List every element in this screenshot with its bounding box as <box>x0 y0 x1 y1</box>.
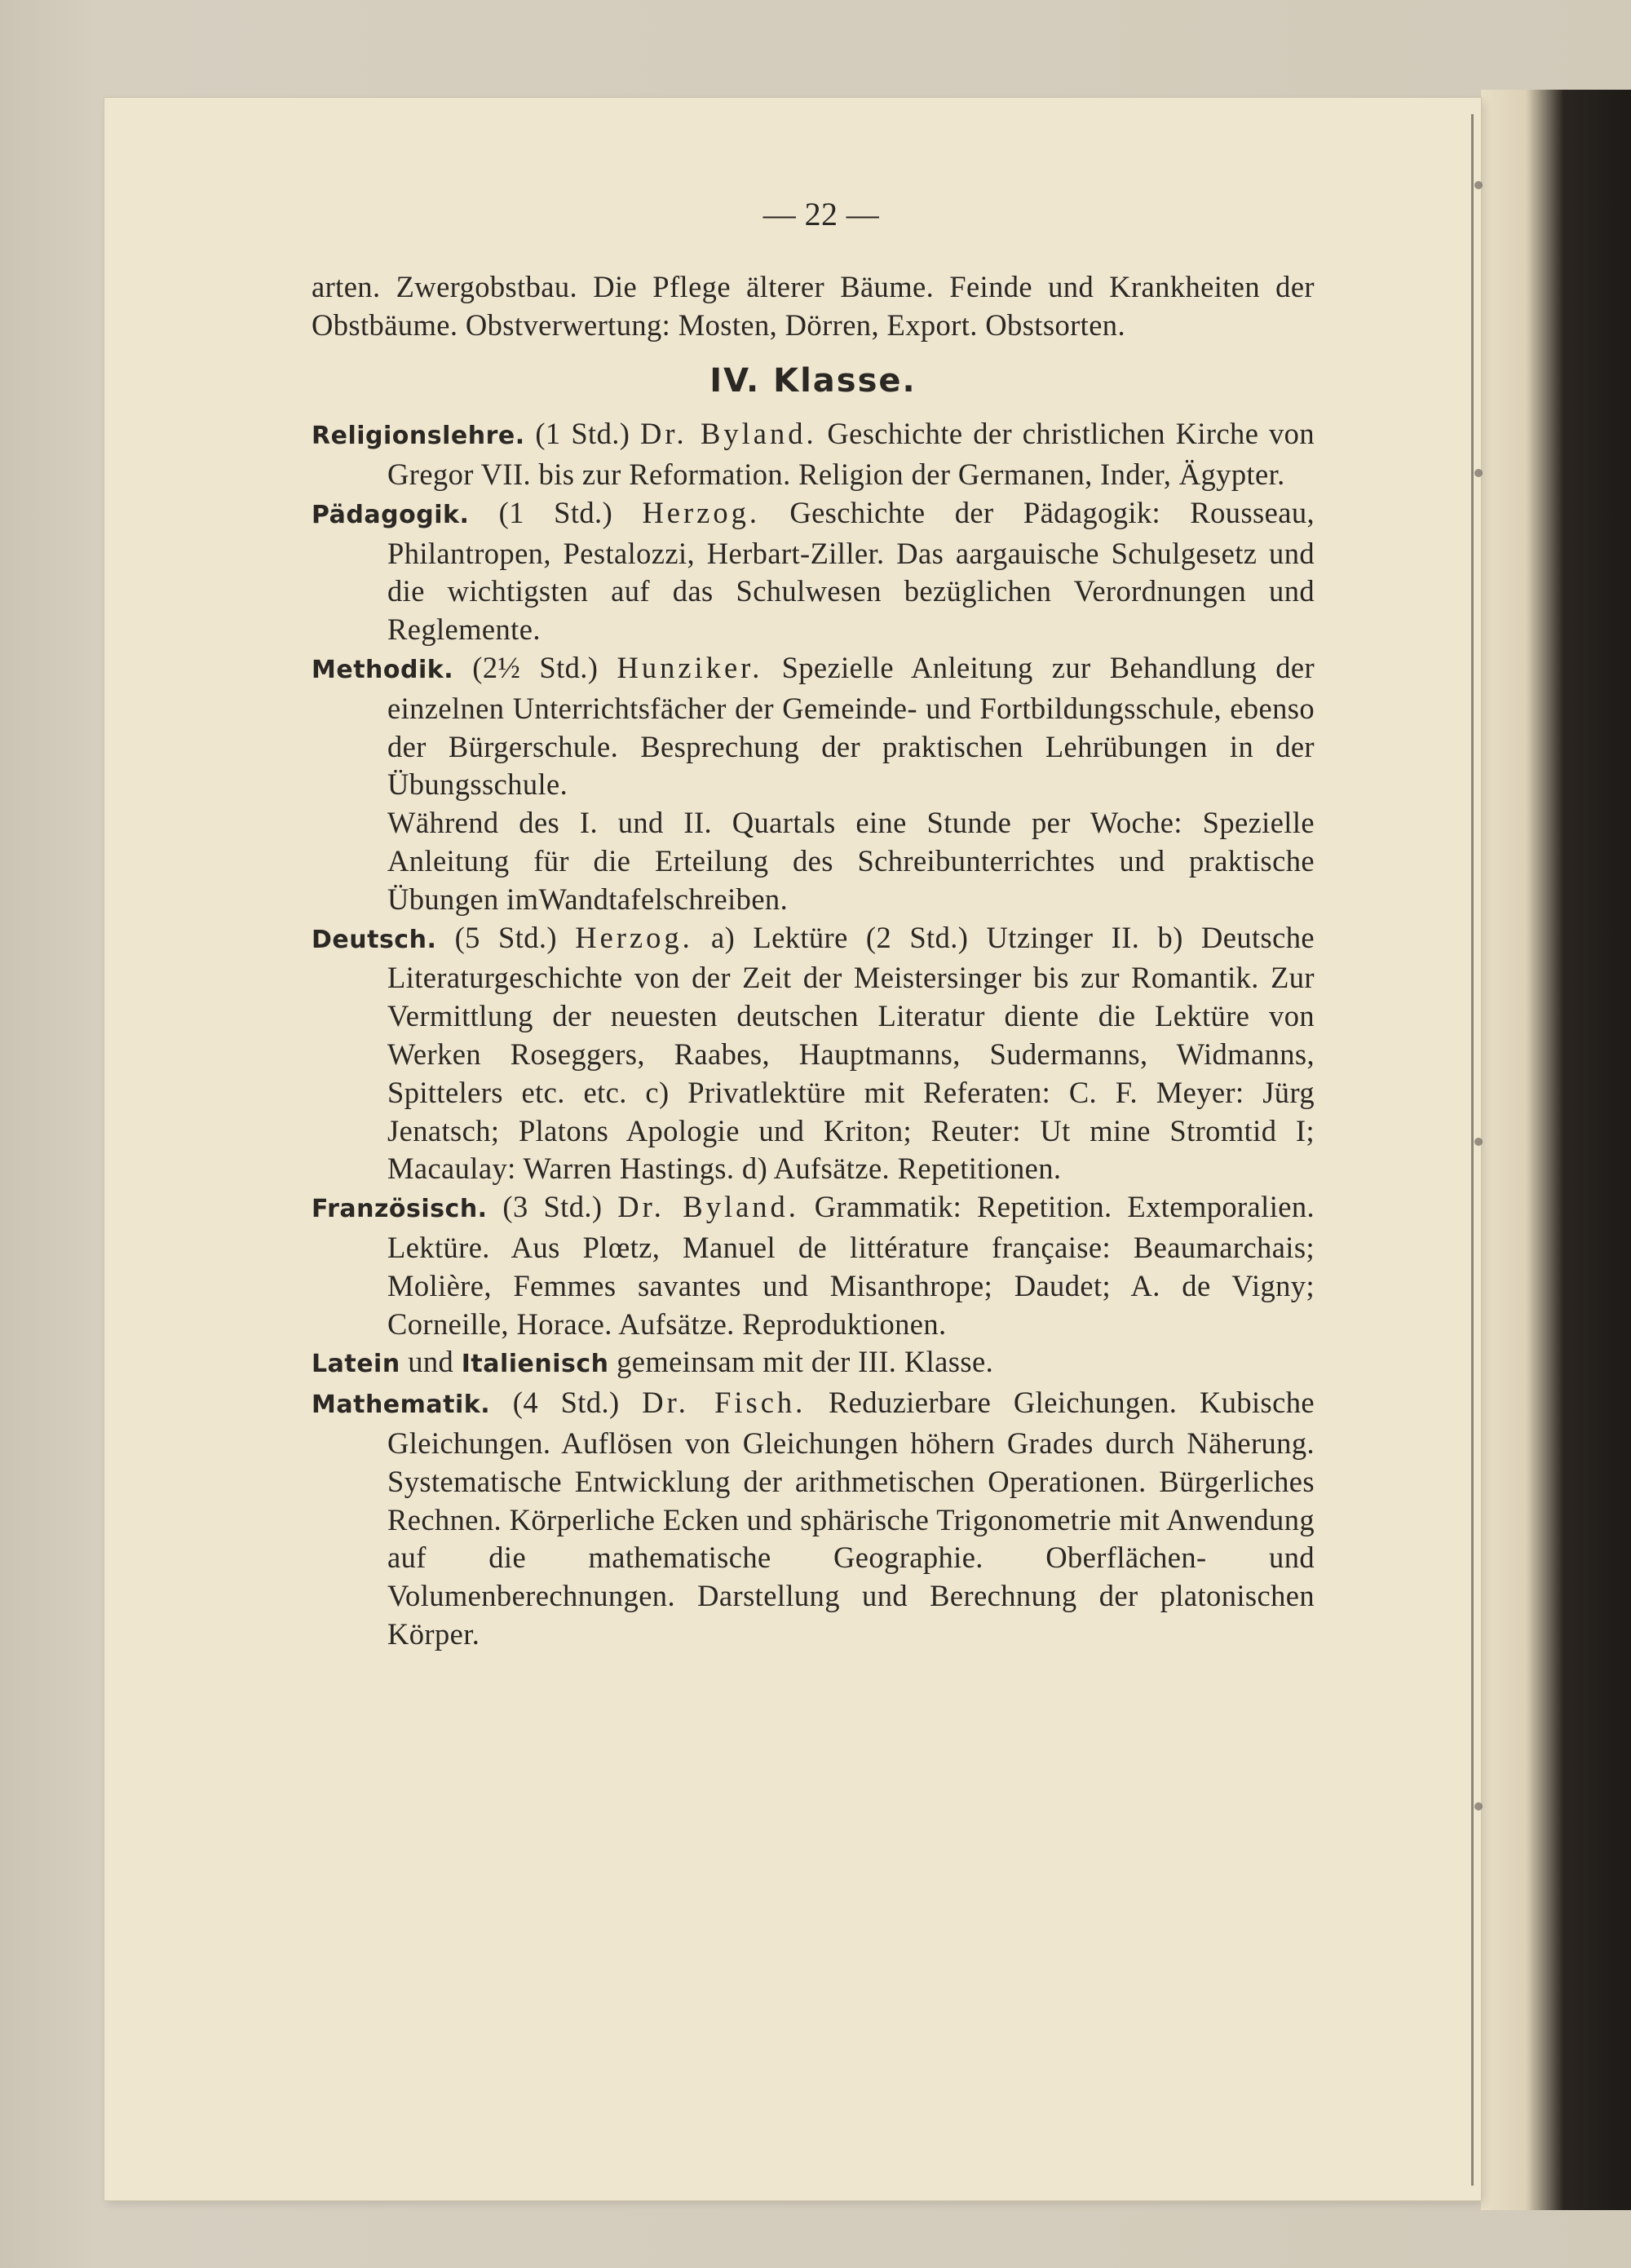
intro-paragraph: arten. Zwergobstbau. Die Pflege älterer Bäume. Feinde und Krankheiten der Obstbäume. Obstverwertung: Mosten, Dörren, Export. Obstsorten. <box>312 269 1315 342</box>
entry-paedagogik <box>312 494 1315 649</box>
binding-mark <box>1474 181 1483 189</box>
subject-label: Pädagogik. <box>312 500 470 529</box>
entry-text: a) Lektüre (2 Std.) Utzinger II. b) Deutsche Literaturgeschichte von der Zeit der Meistersinger bis zur Romantik. Zur Vermittlung der neuesten deutschen Literatur diente die Lektüre von Werken Roseggers, Raabes, Hauptmanns, Sudermanns, Widmanns, Spittelers etc. etc. c) Privatlektüre mit Referaten: C. F. Meyer: Jürg Jenatsch; Platons Apologie und Kriton; Reuter: Ut mine Stromtid I; Macaulay: Warren Hastings. d) Aufsätze. Repetitionen. <box>387 920 1315 1186</box>
page-number: — 22 — <box>762 196 880 232</box>
section-heading: IV. Klasse. <box>709 362 917 400</box>
page-edge-rule <box>1471 114 1474 2186</box>
teacher: Herzog. <box>575 920 693 954</box>
entry-methodik-continued <box>312 804 1315 918</box>
teacher: Dr. Byland. <box>640 417 817 451</box>
entry-mathematik <box>312 1384 1315 1654</box>
subject-label: Französisch. <box>312 1195 488 1224</box>
page-text <box>312 196 1315 1654</box>
hours: (4 Std.) <box>512 1386 620 1420</box>
teacher: Dr. Byland. <box>617 1190 799 1224</box>
connector: und <box>408 1345 454 1379</box>
hours: (5 Std.) <box>454 920 557 954</box>
subject-label: Deutsch. <box>312 925 437 954</box>
subject-label: Religionslehre. <box>312 422 525 451</box>
hours: (1 Std.) <box>535 417 630 451</box>
hours: (1 Std.) <box>498 495 613 529</box>
entry-text: Spezielle Anleitung zur Behandlung der einzelnen Unterrichtsfächer der Gemeinde- und Fortbildungsschule, ebenso der Bürgerschule. Besprechung der praktischen Lehrübungen in der Übungsschule. <box>387 650 1315 802</box>
binding-mark <box>1474 1802 1483 1810</box>
entry-text: Geschichte der Pädagogik: Rousseau, Philantropen, Pestalozzi, Herbart-Ziller. Das aargauische Schulgesetz und die wichtigsten auf das Schulwesen bezüglichen Verordnungen und Reglemente. <box>387 495 1315 647</box>
book-spine <box>1481 90 1631 2210</box>
entry-latein-italienisch <box>312 1343 1315 1384</box>
entry-religionslehre <box>312 415 1315 494</box>
hours: (3 Std.) <box>502 1190 603 1224</box>
teacher: Herzog. <box>642 495 760 529</box>
subject-label: Mathematik. <box>312 1390 491 1420</box>
teacher: Hunziker. <box>617 650 763 684</box>
entry-text: Geschichte der christlichen Kirche von Gregor VII. bis zur Reformation. Religion der Germanen, Inder, Ägypter. <box>387 417 1315 491</box>
entry-text: gemeinsam mit der III. Klasse. <box>617 1345 994 1379</box>
binding-mark <box>1474 1138 1483 1146</box>
entry-text: Reduzierbare Gleichungen. Kubische Gleichungen. Auflösen von Gleichungen höhern Grades durch Näherung. Systematische Entwicklung der arithmetischen Operationen. Bürgerliches Rechnen. Körperliche Ecken und sphärische Trigonometrie mit Anwendung auf die mathematische Geographie. Oberflächen- und Volumenberechnungen. Darstellung und Berechnung der platonischen Körper. <box>387 1386 1315 1651</box>
entry-deutsch <box>312 919 1315 1189</box>
subject-label: Methodik. <box>312 655 454 684</box>
subject-label-2: Italienisch <box>461 1350 609 1379</box>
entry-text: Während des I. und II. Quartals eine Stunde per Woche: Spezielle Anleitung für die Erteilung des Schreibunterrichtes und praktische Übungen imWandtafelschreiben. <box>387 806 1315 916</box>
hours: (2½ Std.) <box>472 650 599 684</box>
subject-label: Latein <box>312 1350 400 1379</box>
binding-mark <box>1474 469 1483 477</box>
entry-text: Grammatik: Repetition. Extemporalien. Lektüre. Aus Plœtz, Manuel de littérature française: Beaumarchais; Molière, Femmes savantes und Misanthrope; Daudet; A. de Vigny; Corneille, Horace. Aufsätze. Reproduktionen. <box>387 1190 1315 1341</box>
teacher: Dr. Fisch. <box>642 1386 807 1420</box>
entry-methodik <box>312 649 1315 804</box>
entry-franzoesisch <box>312 1188 1315 1343</box>
